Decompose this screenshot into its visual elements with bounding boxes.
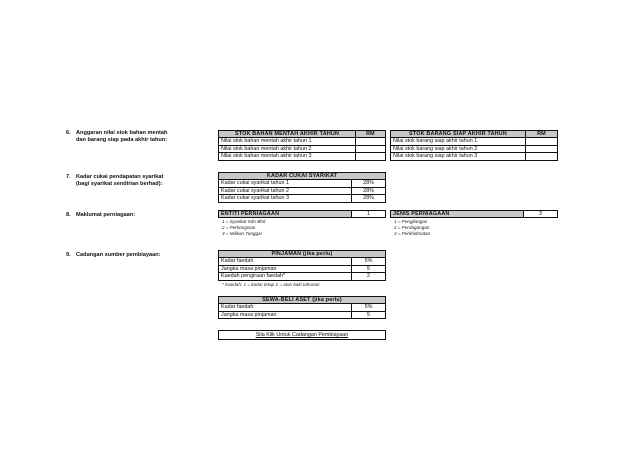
cukai-value[interactable]: 28% xyxy=(352,195,386,202)
sewa-header: SEWA-BELI ASET (jika perlu) xyxy=(219,297,386,304)
stok-barang-input[interactable] xyxy=(526,153,558,160)
question-text-cont: (bagi syarikat sendirian berhad): xyxy=(76,181,163,187)
pinjaman-row-label: Kaedah pengiraan faedah* xyxy=(219,273,352,280)
jenis-note: 2 = Perdagangan xyxy=(394,225,430,230)
stok-bahan-input[interactable] xyxy=(356,138,386,145)
stok-bahan-row-label: Nilai stok bahan mentah akhir tahun 2 xyxy=(219,145,356,152)
stok-barang-row-label: Nilai stok barang siap akhir tahun 3 xyxy=(391,153,526,160)
question-6 xyxy=(66,130,167,144)
stok-barang-row-label: Nilai stok barang siap akhir tahun 1 xyxy=(391,138,526,145)
sewa-value[interactable]: 5 xyxy=(352,311,386,318)
cukai-value[interactable]: 28% xyxy=(352,180,386,187)
pinjaman-note: * Kaedah: 1 = kadar tetap 2 = atas baki tahunan xyxy=(222,282,320,287)
cukai-row-label: Kadar cukai syarikat tahun 3 xyxy=(219,195,352,202)
jenis-notes xyxy=(394,219,430,237)
cukai-value[interactable]: 28% xyxy=(352,187,386,194)
question-text: Kadar cukai pendapatan syarikat xyxy=(76,174,164,180)
sewa-row-label: Jangka masa pinjaman xyxy=(219,311,352,318)
stok-barang-table xyxy=(390,130,558,161)
question-7 xyxy=(66,174,163,188)
question-8 xyxy=(66,212,135,219)
sewa-value[interactable]: 5% xyxy=(352,304,386,311)
pinjaman-table xyxy=(218,250,386,281)
jenis-note: 3 = Perkhidmatan xyxy=(394,231,431,236)
stok-barang-input[interactable] xyxy=(526,138,558,145)
entiti-value[interactable]: 1 xyxy=(352,211,386,218)
cukai-row-label: Kadar cukai syarikat tahun 2 xyxy=(219,187,352,194)
entiti-notes xyxy=(222,219,265,237)
question-number: 9. xyxy=(66,252,71,258)
question-number: 6. xyxy=(66,130,71,136)
pinjaman-header: PINJAMAN (jika perlu) xyxy=(219,251,386,258)
question-text: Anggaran nilai stok bahan mentah xyxy=(76,130,168,136)
sewa-row-label: Kadar faedah xyxy=(219,304,352,311)
stok-barang-unit: RM xyxy=(526,131,558,138)
jenis-label: JENIS PERNIAGAAN xyxy=(391,211,524,218)
pinjaman-value[interactable]: 5% xyxy=(352,258,386,265)
stok-bahan-row-label: Nilai stok bahan mentah akhir tahun 3 xyxy=(219,153,356,160)
stok-barang-row-label: Nilai stok barang siap akhir tahun 2 xyxy=(391,145,526,152)
entiti-note: 3 = Milikan Tunggal xyxy=(222,231,262,236)
cukai-table xyxy=(218,172,386,203)
stok-barang-input[interactable] xyxy=(526,145,558,152)
pinjaman-value[interactable]: 2 xyxy=(352,273,386,280)
question-number: 8. xyxy=(66,212,71,218)
cukai-header: KADAR CUKAI SYARIKAT xyxy=(219,173,386,180)
jenis-value[interactable]: 3 xyxy=(524,211,558,218)
entiti-note: 2 = Perkongsian xyxy=(222,225,256,230)
jenis-note: 1 = Pengilangan xyxy=(394,219,428,224)
stok-bahan-row-label: Nilai stok bahan mentah akhir tahun 1 xyxy=(219,138,356,145)
question-9 xyxy=(66,252,161,259)
stok-bahan-input[interactable] xyxy=(356,153,386,160)
stok-bahan-input[interactable] xyxy=(356,145,386,152)
entiti-label: ENTITI PERNIAGAAN xyxy=(219,211,352,218)
stok-barang-header: STOK BARANG SIAP AKHIR TAHUN xyxy=(391,131,526,138)
question-text-cont: dan barang siap pada akhir tahun: xyxy=(76,137,168,143)
sewa-table xyxy=(218,296,386,319)
stok-bahan-table xyxy=(218,130,386,161)
pinjaman-value[interactable]: 5 xyxy=(352,265,386,272)
question-number: 7. xyxy=(66,174,71,180)
stok-bahan-unit: RM xyxy=(356,131,386,138)
entiti-table xyxy=(218,210,386,218)
entiti-note: 1 = Syarikat Sdn Bhd xyxy=(222,219,266,224)
pinjaman-row-label: Jangka masa pinjaman xyxy=(219,265,352,272)
question-text: Maklumat perniagaan: xyxy=(76,212,136,218)
stok-bahan-header: STOK BAHAN MENTAH AKHIR TAHUN xyxy=(219,131,356,138)
question-text: Cadangan sumber pembiayaan: xyxy=(76,252,161,258)
cadangan-pembiayaan-link[interactable]: Sila Klik Untuk Cadangan Pembiayaan xyxy=(218,330,386,340)
cukai-row-label: Kadar cukai syarikat tahun 1 xyxy=(219,180,352,187)
jenis-table xyxy=(390,210,558,218)
pinjaman-row-label: Kadar faedah xyxy=(219,258,352,265)
